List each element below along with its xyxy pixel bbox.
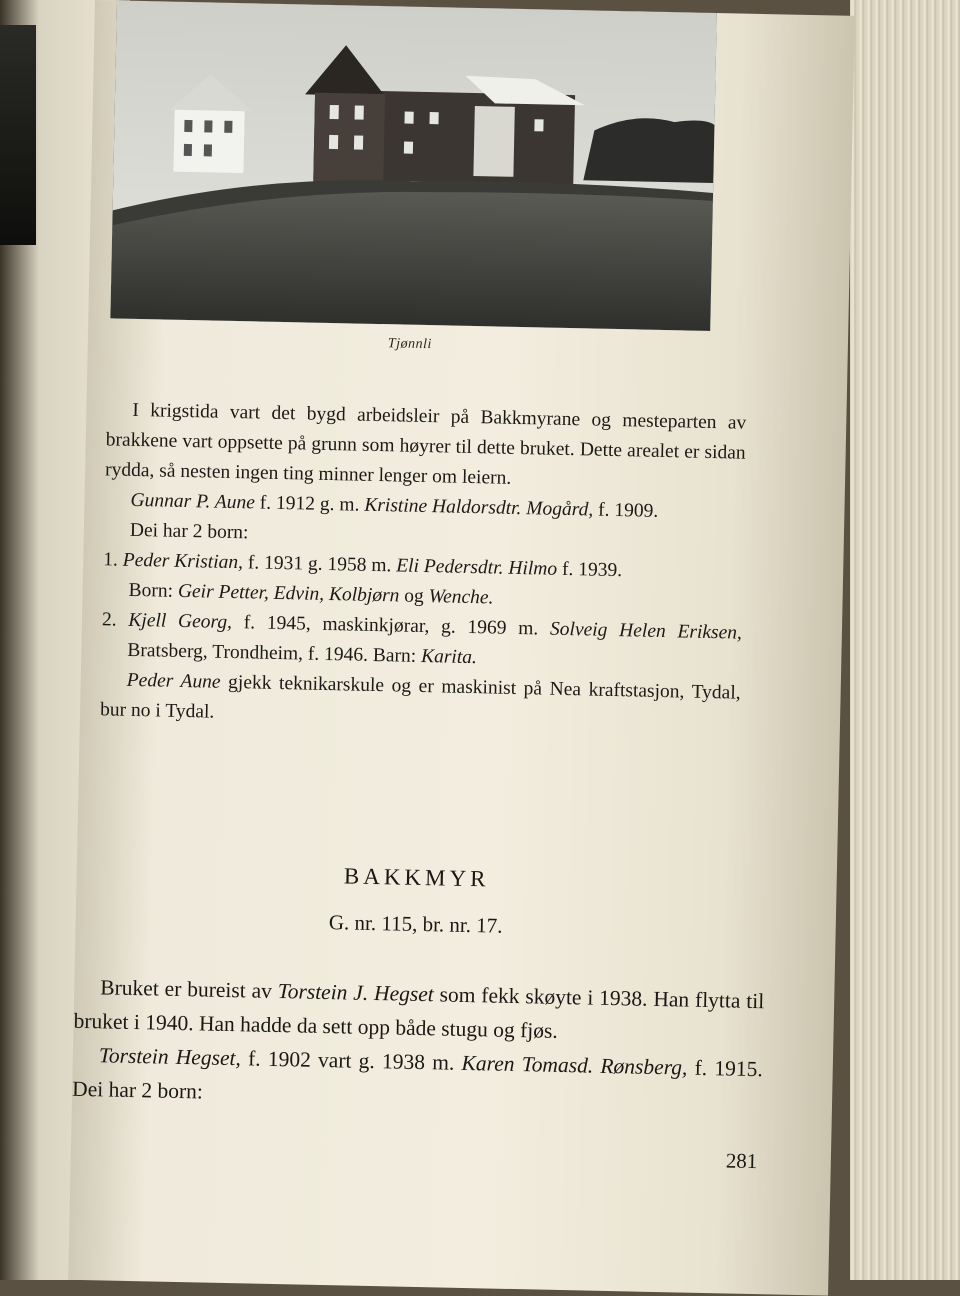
section-title: BAKKMYR — [343, 863, 490, 892]
book-page — [68, 0, 855, 1296]
farm-photo — [110, 0, 717, 330]
bakkmyr-p1-name: Torstein J. Hegset — [277, 979, 435, 1007]
children-intro: Dei har 2 born: — [129, 519, 249, 544]
child-1-born-names: Geir Petter, Edvin, Kolbjørn — [177, 580, 400, 607]
child-2-text-2: Bratsberg, Trondheim, f. 1946. Barn: — [127, 639, 422, 667]
farm-photo-image — [110, 0, 717, 330]
child-1-name: Peder Kristian, — [122, 549, 244, 574]
child-1-number: 1. — [103, 549, 123, 571]
note-text: gjekk teknikarskule og er maskinist på Nea kraftstasjon, Tydal, bur no i Tydal. — [99, 671, 741, 723]
child-2-child: Karita. — [420, 645, 478, 669]
child-2-text-1: f. 1945, maskinkjørar, g. 1969 m. — [231, 612, 551, 640]
child-2-name: Kjell Georg, — [128, 609, 233, 634]
owner-text-2: f. 1909. — [593, 499, 659, 522]
note-paragraph — [100, 665, 741, 738]
bakkmyr-text — [72, 970, 765, 1120]
bakkmyr-p2-name: Torstein Hegset, — [98, 1043, 242, 1071]
child-1-born-label: Born: — [128, 579, 179, 602]
section-subtitle: G. nr. 115, br. nr. 17. — [328, 910, 503, 938]
bakkmyr-p2-a: f. 1902 vart g. 1938 m. — [240, 1046, 462, 1075]
bakkmyr-p1-b: som fekk skøyte i 1938. Han flytta til bruket i 1940. Han hadde da sett opp både stugu og fjøs. — [73, 982, 765, 1043]
child-2-number: 2. — [101, 609, 129, 631]
intro-paragraph: I krigstida vart det bygd arbeidsleir på Bakkmyrane og mesteparten av brakkene vart oppsette på grunn som høyrer til dette bruket. Dette arealet er sidan rydda, så nesten ingen ting minner lenger om leiern. — [104, 399, 747, 489]
note-name: Peder Aune — [126, 669, 221, 693]
page-number: 281 — [725, 1148, 758, 1174]
child-1-born-and: og — [399, 585, 429, 608]
owner-spouse: Kristine Haldorsdtr. Mogård, — [364, 494, 594, 521]
child-1-born-last: Wenche. — [428, 586, 494, 609]
owner-text-1: f. 1912 g. m. — [254, 492, 365, 516]
left-page-photo-edge — [0, 25, 36, 245]
child-1-text-1: f. 1931 g. 1958 m. — [242, 552, 397, 577]
intro-text — [100, 395, 747, 738]
owner-name: Gunnar P. Aune — [130, 489, 256, 514]
bakkmyr-paragraph-2 — [72, 1038, 763, 1120]
bakkmyr-p2-spouse: Karen Tomasd. Rønsberg, — [461, 1050, 688, 1080]
bakkmyr-p1-a: Bruket er bureist av — [100, 975, 279, 1004]
child-1-spouse: Eli Pedersdtr. Hilmo — [396, 555, 558, 580]
child-1-text-2: f. 1939. — [556, 558, 623, 582]
photo-caption: Tjønnli — [387, 336, 432, 353]
child-2-spouse: Solveig Helen Eriksen, — [549, 618, 743, 644]
bakkmyr-p2-b: f. 1915. Dei har 2 born: — [71, 1055, 764, 1104]
page-stack-edges — [850, 0, 960, 1280]
